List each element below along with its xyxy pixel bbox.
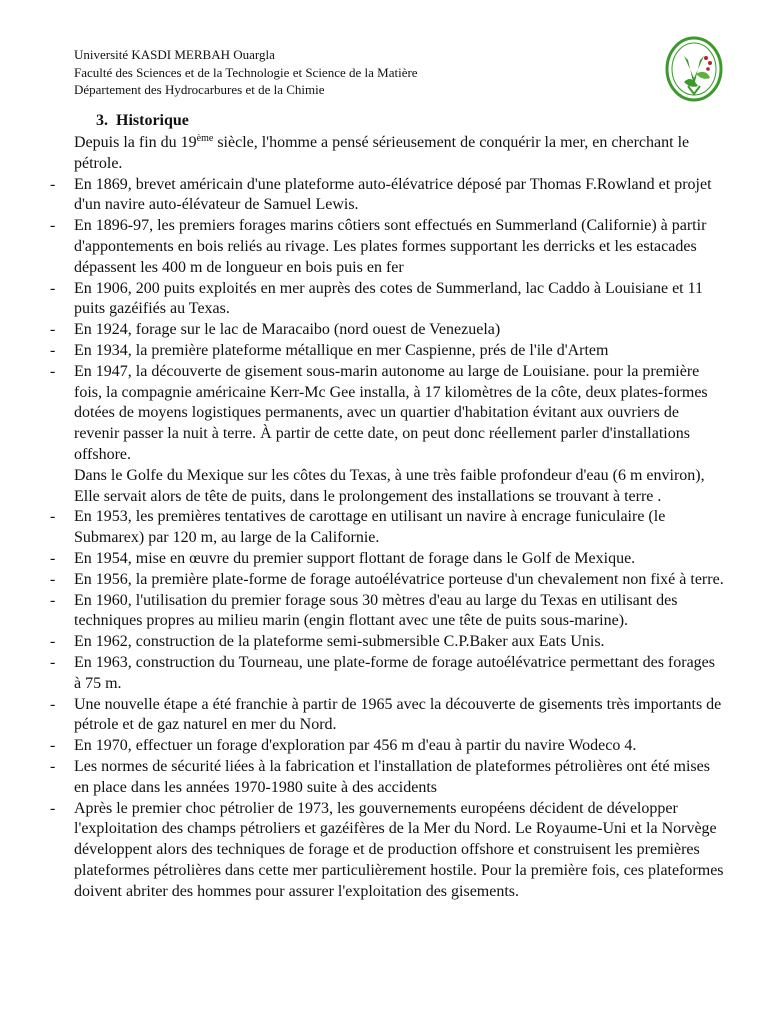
list-item — [50, 175, 724, 217]
bullet-dash: - — [50, 321, 56, 339]
bullet-dash: - — [50, 757, 56, 775]
list-item — [50, 799, 724, 903]
bullet-dash: - — [50, 279, 56, 297]
bullet-dash: - — [50, 653, 56, 671]
list-item — [50, 570, 724, 591]
intro-paragraph — [74, 133, 724, 175]
list-item-text: En 1962, construction de la plateforme semi-submersible C.P.Baker aux Eats Unis. — [74, 633, 605, 651]
list-item — [50, 653, 724, 695]
list-item-text: En 1947, la découverte de gisement sous-marin autonome au large de Louisiane. pour la première fois, la compagnie américaine Kerr-Mc Gee installa, à 17 kilomètres de la côte, deux plates-formes dotées de moyens logistiques permanents, avec un quartier d'habitation évitant aux ouvriers de revenir passer la nuit à terre. À partir de cette date, on peut donc réellement parler d'installations offshore. — [74, 362, 708, 463]
bullet-dash: - — [50, 549, 56, 567]
bullet-dash: - — [50, 799, 56, 817]
list-item-text: En 1869, brevet américain d'une plateforme auto-élévatrice déposé par Thomas F.Rowland et projet d'un navire auto-élévateur de Samuel Lewis. — [74, 175, 712, 214]
bullet-dash: - — [50, 591, 56, 609]
list-item — [50, 320, 724, 341]
list-item — [50, 549, 724, 570]
bullet-dash: - — [50, 341, 56, 359]
list-item — [50, 632, 724, 653]
list-item-text: Après le premier choc pétrolier de 1973, les gouvernements européens décident de développer l'exploitation des champs pétroliers et gazéifères de la Mer du Nord. Le Royaume-Uni et la Norvège développent alors des techniques de forage et de production offshore et construisent les premières plateformes pétrolières dans cette mer particulièrement hostile. Pour la première fois, ces plateformes doivent abriter des hommes pour assurer l'exploitation des gisements. — [74, 799, 724, 900]
bullet-dash: - — [50, 217, 56, 235]
list-item-text: En 1906, 200 puits exploités en mer auprès des cotes de Summerland, lac Caddo à Louisiane et 11 puits gazéifiés au Texas. — [74, 279, 704, 318]
bullet-dash: - — [50, 175, 56, 193]
document-header — [74, 46, 418, 99]
department-name: Département des Hydrocarbures et de la Chimie — [74, 82, 325, 97]
bullet-dash: - — [50, 737, 56, 755]
list-item-continuation: Dans le Golfe du Mexique sur les côtes du Texas, à une très faible profondeur d'eau (6 m environ), Elle servait alors de tête de puits, dans le prolongement des installations se trouvant à terre . — [74, 466, 705, 505]
list-item — [50, 757, 724, 799]
list-item — [50, 216, 724, 278]
list-item-text: En 1956, la première plate-forme de forage autoélévatrice porteuse d'un chevalement non fixé à terre. — [74, 570, 724, 588]
list-item — [50, 736, 724, 757]
section-number: 3. — [96, 112, 108, 129]
list-item — [50, 341, 724, 362]
list-item-text: En 1934, la première plateforme métallique en mer Caspienne, prés de l'ile d'Artem — [74, 341, 609, 359]
list-item — [50, 507, 724, 549]
list-item — [50, 362, 724, 508]
university-name: Université KASDI MERBAH Ouargla — [74, 47, 275, 62]
list-item — [50, 695, 724, 737]
list-item-text: En 1924, forage sur le lac de Maracaibo (nord ouest de Venezuela) — [74, 321, 501, 339]
section-heading: Historique — [116, 112, 189, 129]
list-item-text: En 1970, effectuer un forage d'exploration par 456 m d'eau à partir du navire Wodeco 4. — [74, 737, 637, 755]
intro-superscript: ème — [196, 133, 214, 144]
historique-content — [50, 133, 724, 902]
intro-text-end: siècle, l'homme a pensé sérieusement de conquérir la mer, en cherchant le pétrole. — [74, 134, 690, 172]
list-item-text: En 1960, l'utilisation du premier forage sous 30 mètres d'eau au large du Texas en utilisant des techniques propres au milieu marin (engin flottant avec une tête de puits sous-marine). — [74, 591, 678, 630]
bullet-dash: - — [50, 570, 56, 588]
university-logo-icon — [664, 36, 724, 102]
intro-text-start: Depuis la fin du 19 — [74, 134, 197, 151]
bullet-dash: - — [50, 633, 56, 651]
list-item-text: En 1953, les premières tentatives de carottage en utilisant un navire à encrage funiculaire (le Submarex) par 120 m, au large de la Californie. — [74, 508, 666, 547]
history-list — [50, 175, 724, 903]
list-item — [50, 591, 724, 633]
section-title — [96, 111, 189, 131]
bullet-dash: - — [50, 695, 56, 713]
list-item-text: En 1963, construction du Tourneau, une plate-forme de forage autoélévatrice permettant des forages à 75 m. — [74, 653, 715, 692]
list-item — [50, 279, 724, 321]
list-item-text: Une nouvelle étape a été franchie à partir de 1965 avec la découverte de gisements très importants de pétrole et de gaz naturel en mer du Nord. — [74, 695, 722, 734]
list-item-text: En 1954, mise en œuvre du premier support flottant de forage dans le Golf de Mexique. — [74, 549, 636, 567]
faculty-name: Faculté des Sciences et de la Technologie et Science de la Matière — [74, 64, 418, 80]
list-item-text: Les normes de sécurité liées à la fabrication et l'installation de plateformes pétrolières ont été mises en place dans les années 1970-1980 suite à des accidents — [74, 757, 710, 796]
bullet-dash: - — [50, 362, 56, 380]
bullet-dash: - — [50, 508, 56, 526]
list-item-text: En 1896-97, les premiers forages marins côtiers sont effectués en Summerland (Californie) à partir d'appontements en bois reliés au rivage. Les plates formes supportant les derricks et les estacades dépassent les 400 m de longueur en bois puis en fer — [74, 217, 707, 276]
